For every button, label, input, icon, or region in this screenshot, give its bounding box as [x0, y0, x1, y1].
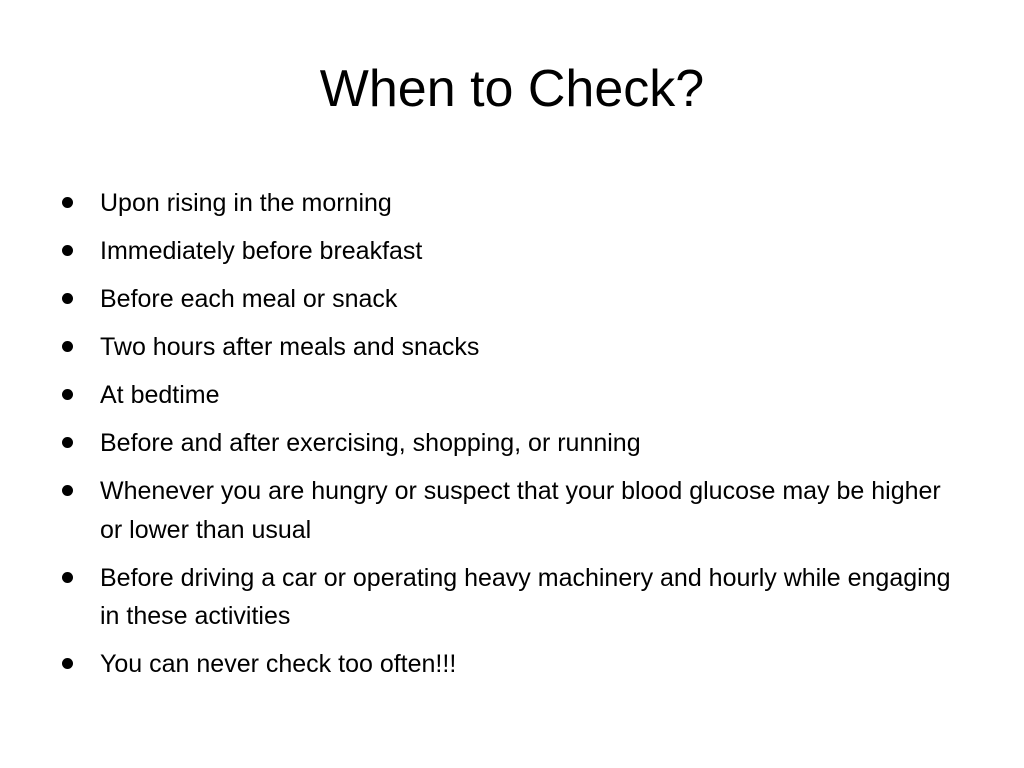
bullet-item	[62, 232, 962, 271]
bullet-item	[62, 376, 962, 415]
bullet-icon	[62, 437, 73, 448]
bullet-item	[62, 280, 962, 319]
bullet-icon	[62, 197, 73, 208]
bullet-icon	[62, 572, 73, 583]
bullet-item	[62, 184, 962, 223]
bullet-icon	[62, 485, 73, 496]
bullet-text: At bedtime	[100, 381, 220, 409]
bullet-text: Whenever you are hungry or suspect that your blood glucose may be higher or lower than usual	[100, 477, 941, 544]
bullet-text: Upon rising in the morning	[100, 189, 392, 217]
bullet-icon	[62, 341, 73, 352]
bullet-text: Before and after exercising, shopping, or running	[100, 429, 641, 457]
bullet-icon	[62, 293, 73, 304]
bullet-list	[62, 184, 962, 693]
bullet-item	[62, 424, 962, 463]
bullet-text: Two hours after meals and snacks	[100, 333, 480, 361]
bullet-item	[62, 472, 962, 549]
bullet-text: Immediately before breakfast	[100, 237, 423, 265]
bullet-text: Before driving a car or operating heavy machinery and hourly while engaging in these activities	[100, 563, 951, 630]
bullet-text: Before each meal or snack	[100, 285, 398, 313]
bullet-icon	[62, 245, 73, 256]
slide-title: When to Check?	[319, 60, 705, 118]
bullet-item	[62, 645, 962, 684]
bullet-item	[62, 328, 962, 367]
bullet-item	[62, 559, 962, 636]
bullet-icon	[62, 658, 73, 669]
bullet-text: You can never check too often!!!	[100, 650, 457, 678]
bullet-icon	[62, 389, 73, 400]
